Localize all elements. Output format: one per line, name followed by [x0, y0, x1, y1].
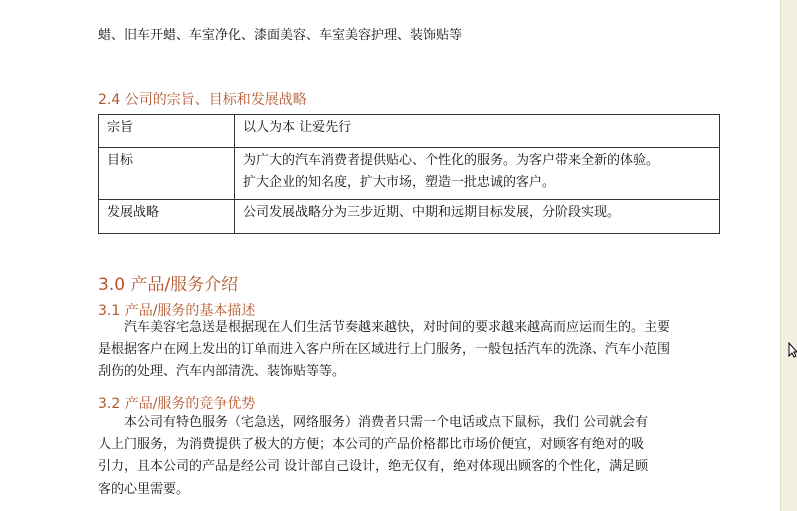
section-3-1-heading: 3.1 产品/服务的基本描述 — [98, 303, 256, 319]
table-cell-label: 目标 — [99, 148, 235, 200]
paragraph-line: 人上门服务，为消费提供了极大的方便；本公司的产品价格都比市场价便宜，对顾客有绝对的吸 — [98, 437, 645, 452]
cell-line: 扩大企业的知名度，扩大市场，塑造一批忠诚的客户。 — [243, 175, 556, 190]
table-row — [99, 148, 720, 200]
table-cell-label: 宗旨 — [99, 115, 235, 148]
mission-goals-strategy-table — [98, 114, 720, 234]
text-cursor-icon — [788, 342, 797, 358]
table-row — [99, 200, 720, 234]
table-row — [99, 115, 720, 148]
paragraph-line: 客的心里需要。 — [98, 482, 190, 497]
cell-line: 公司发展战略分为三步近期、中期和远期目标发展，分阶段实现。 — [243, 205, 621, 220]
table-cell-value — [235, 115, 720, 148]
section-3-0-heading: 3.0 产品/服务介绍 — [98, 275, 239, 295]
paragraph-line: 汽车美容宅急送是根据现在人们生活节奏越来越快，对时间的要求越来越高而应运而生的。主要 — [124, 320, 671, 335]
table-cell-value — [235, 148, 720, 200]
paragraph-line: 引力，且本公司的产品是经公司 设计部自己设计，绝无仅有，绝对体现出顾客的个性化，满足顾 — [98, 459, 649, 474]
section-2-4-heading: 2.4 公司的宗旨、目标和发展战略 — [98, 92, 307, 108]
paragraph-line: 是根据客户在网上发出的订单而进入客户所在区域进行上门服务，一般包括汽车的洗涤、汽车小范围 — [98, 342, 671, 357]
table-cell-label: 发展战略 — [99, 200, 235, 234]
section-3-2-heading: 3.2 产品/服务的竞争优势 — [98, 396, 256, 412]
table-cell-value — [235, 200, 720, 234]
cell-line: 以人为本 让爱先行 — [243, 120, 352, 135]
continuation-line: 蜡、旧车开蜡、车室净化、漆面美容、车室美容护理、装饰贴等 — [98, 28, 463, 43]
paragraph-line: 本公司有特色服务（宅急送，网络服务）消费者只需一个电话或点下鼠标，我们 公司就会有 — [124, 415, 649, 430]
paragraph-line: 刮伤的处理、汽车内部清洗、装饰贴等等。 — [98, 364, 346, 379]
cell-line: 为广大的汽车消费者提供贴心、个性化的服务。为客户带来全新的体验。 — [243, 153, 660, 168]
